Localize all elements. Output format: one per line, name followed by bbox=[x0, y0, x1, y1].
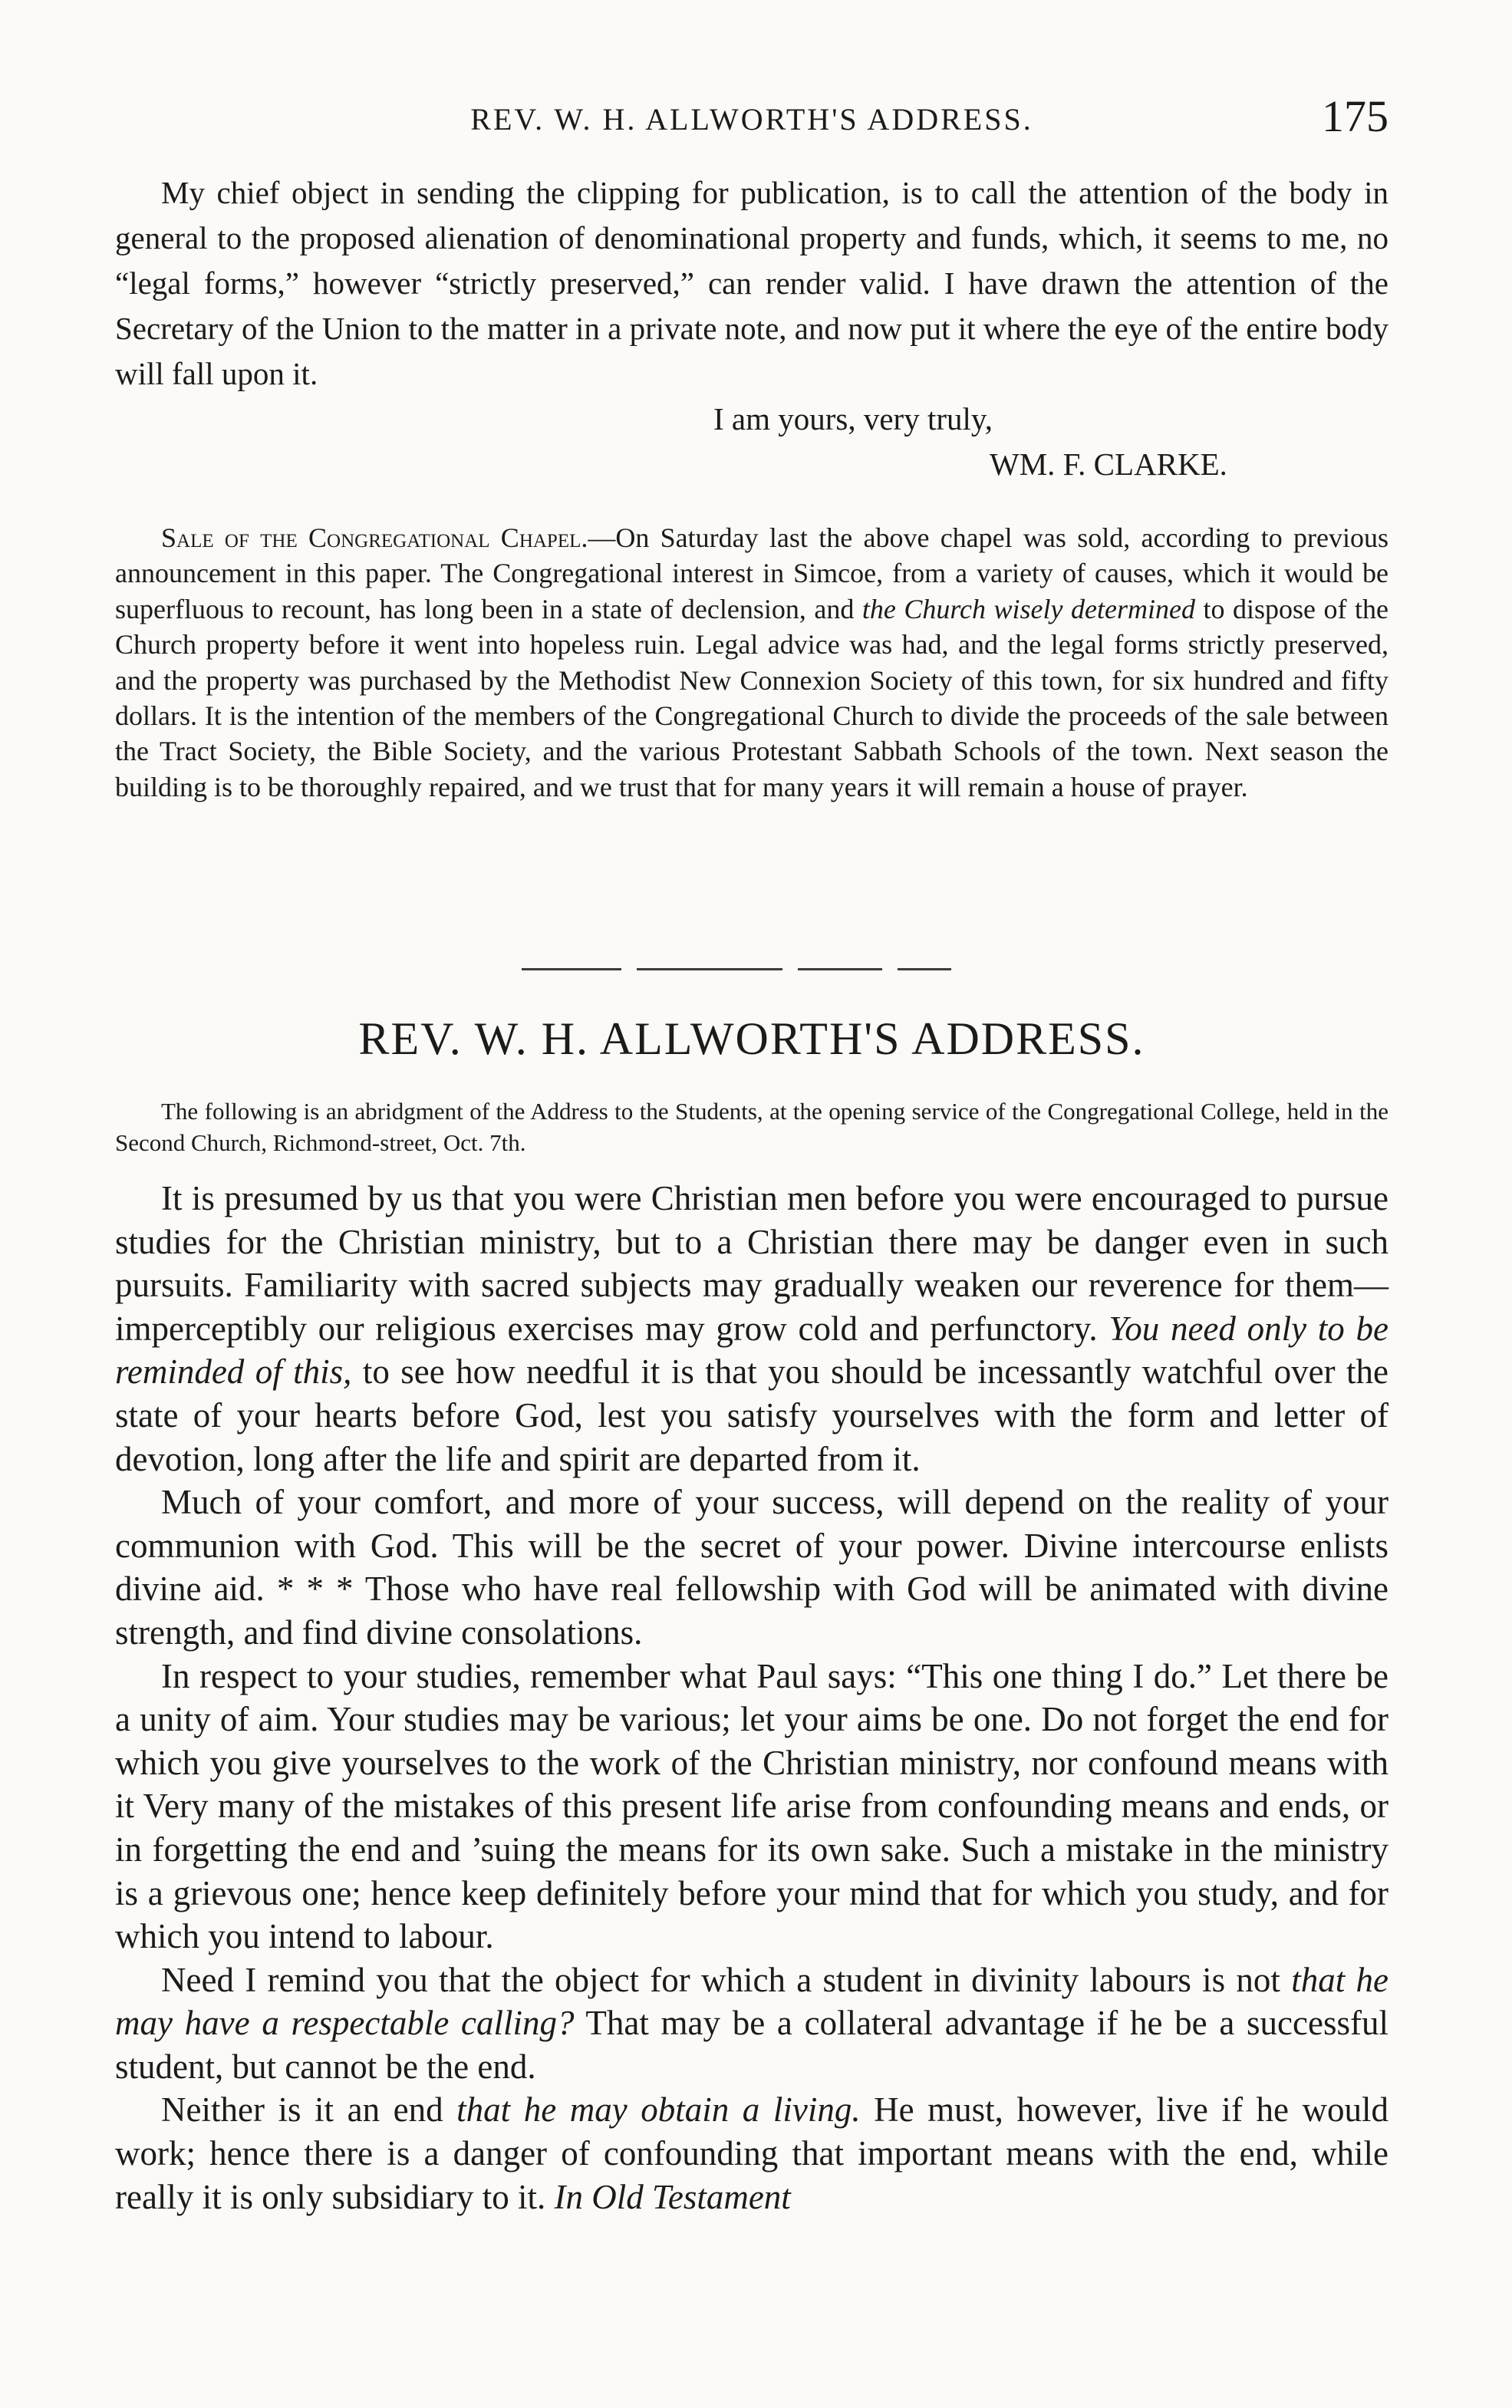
letter-closing: I am yours, very truly, bbox=[713, 401, 993, 436]
p4-text-italic: that he may have a respectable calling? bbox=[115, 1960, 1388, 2043]
news-heading: Sale of the Congregational Chapel. bbox=[161, 522, 588, 553]
address-paragraph-1 bbox=[115, 1177, 1388, 1481]
news-text-2: to dispose of the Church property before it went into hopeless ruin. Legal advice was had, and the legal forms strictly preserved, and the property was purchased by the Methodist New Connexion Society of this town, for six hundred and fifty dollars. It is the intention of the members of the Congregational Church to divide the proceeds of the sale between the Tract Society, the Bible Society, and the various Protestant Sabbath Schools of the town. Next season the building is to be thoroughly repaired, and we trust that for many years it will remain a house of prayer. bbox=[115, 593, 1388, 802]
section-title: REV. W. H. ALLWORTH'S ADDRESS. bbox=[358, 1013, 1145, 1064]
p1-text-italic: You need only to be reminded of this, bbox=[115, 1309, 1388, 1392]
news-paragraph bbox=[115, 520, 1388, 805]
p1-text-a: It is presumed by us that you were Christian men before you were encouraged to pursue studies for the Christian ministry, but to a Christian there may be danger even in such pursuits. Familiarity with sacred subjects may gradually weaken our reverence for them—imperceptibly our religious exercises may grow cold and perfunctory. bbox=[115, 1179, 1388, 1348]
p1-text-b: to see how needful it is that you should be incessantly watchful over the state of your hearts before God, lest you satisfy yourselves with the form and letter of devotion, long after the life and spirit are departed from it. bbox=[115, 1352, 1388, 1478]
running-head: REV. W. H. ALLWORTH'S ADDRESS. bbox=[470, 102, 1033, 137]
p4-text-b: That may be a collateral advantage if he be a successful student, but cannot be the end. bbox=[115, 2004, 1388, 2086]
p5-text-b: He must, however, live if he would work; hence there is a danger of confounding that important means with the end, while really it is only subsidiary to it. bbox=[115, 2090, 1388, 2216]
address-paragraph-2: Much of your comfort, and more of your success, will depend on the reality of your communion with God. This will be the secret of your power. Divine intercourse enlists divine aid. * * * Those who have real fellowship with God will be animated with divine strength, and find divine consolations. bbox=[115, 1483, 1388, 1652]
letter-signature: WM. F. CLARKE. bbox=[990, 446, 1227, 482]
intro-text: The following is an abridgment of the Address to the Students, at the opening service of the Congregational College, held in the Second Church, Richmond-street, Oct. 7th. bbox=[115, 1098, 1388, 1156]
p5-text-italic-2: In Old Testament bbox=[554, 2177, 791, 2216]
address-paragraph-3: In respect to your studies, remember what Paul says: “This one thing I do.” Let there be a unity of aim. Your studies may be various; let your aims be one. Do not forget the end for which you give yourselves to the work of the Christian ministry, nor confound means with it Very many of the mistakes of this present life arise from confounding means and ends, or in forgetting the end and ’suing the means for its own sake. Such a mistake in the ministry is a grievous one; hence keep definitely before your mind that for which you study, and for which you intend to labour. bbox=[115, 1656, 1388, 1956]
news-text-1: —On Saturday last the above chapel was sold, according to previous announcement in this paper. The Congregational interest in Simcoe, from a variety of causes, which it would be superfluous to recount, has long been in a state of declension, and bbox=[115, 522, 1388, 624]
page-number: 175 bbox=[1322, 91, 1388, 141]
address-paragraph-4 bbox=[115, 1958, 1388, 2089]
address-body bbox=[115, 1177, 1388, 2219]
p5-text-italic: that he may obtain a living. bbox=[456, 2090, 861, 2130]
section-intro bbox=[115, 1095, 1388, 1158]
page-header bbox=[115, 91, 1388, 152]
news-item bbox=[115, 520, 1388, 805]
letter-body: My chief object in sending the clipping for publication, is to call the attention of the body in general to the proposed alienation of denominational property and funds, which, it seems to me, no “legal forms,” however “strictly preserved,” can render valid. I have drawn the attention of the Secretary of the Union to the matter in a private note, and now put it where the eye of the entire body will fall upon it. bbox=[115, 175, 1388, 391]
p4-text-a: Need I remind you that the object for which a student in divinity labours is not bbox=[161, 1960, 1292, 1999]
letter-excerpt bbox=[115, 170, 1388, 487]
news-text-italic: the Church wisely determined bbox=[861, 593, 1195, 624]
p5-text-a: Neither is it an end bbox=[161, 2090, 457, 2130]
address-paragraph-5 bbox=[115, 2088, 1388, 2219]
section-divider bbox=[522, 965, 951, 973]
